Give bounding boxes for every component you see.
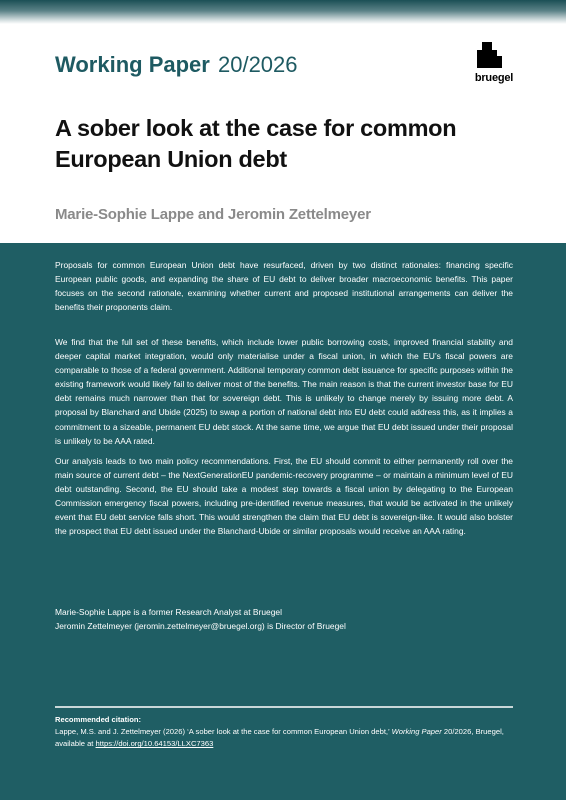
bruegel-logo[interactable] bbox=[474, 42, 514, 92]
abstract-paragraph-2: We find that the full set of these benefits, which include lower public borrowing costs, improved financial stability and deeper capital market integration, would only materialise under a fiscal union, in which the EU’s fiscal powers are comparable to those of a federal government. Additional temporary common debt issuance for specific purposes within the existing framework would likely fail to deliver most of the benefits. The main reason is that the current investor base for EU debt remains much narrower than that for sovereign debt. This is unlikely to change merely by issuing more debt. A proposal by Blanchard and Ubide (2025) to swap a portion of national debt into EU debt could address this, as it implies a commitment to a sizeable, permanent EU debt stock. At the same time, we argue that EU debt issued under their proposal is unlikely to be AAA rated. bbox=[55, 337, 513, 446]
citation-text-start: Lappe, M.S. and J. Zettelmeyer (2026) ‘A sober look at the case for common European Union debt,’ bbox=[55, 727, 392, 737]
recommended-citation bbox=[55, 714, 513, 751]
citation-text bbox=[55, 726, 513, 750]
paper-title-line-2: European Union debt bbox=[55, 146, 287, 172]
citation-series-italic: Working Paper bbox=[391, 727, 442, 737]
citation-text-middle: 20/2026, Bruegel, available at bbox=[55, 727, 504, 749]
citation-label: Recommended citation: bbox=[55, 715, 142, 724]
paper-authors: Marie-Sophie Lappe and Jeromin Zettelmeyer bbox=[55, 206, 371, 223]
citation-divider bbox=[55, 706, 513, 708]
paper-title bbox=[55, 113, 525, 175]
logo-mark-offset-square bbox=[490, 56, 502, 68]
paper-title-line-1: A sober look at the case for common bbox=[55, 115, 457, 141]
author-bio-lappe: Marie-Sophie Lappe is a former Research Analyst at Bruegel bbox=[55, 607, 282, 617]
series-heading bbox=[55, 52, 298, 78]
series-label: Working Paper bbox=[55, 52, 210, 77]
abstract-paragraph-1: Proposals for common European Union debt have resurfaced, driven by two distinct rationales: financing specific European public goods, and expanding the share of EU debt to deliver broader macroeconomic benefits. This paper focuses on the second rationale, examining whether current and proposed institutional arrangements can deliver the benefits their proponents claim. bbox=[55, 260, 513, 313]
abstract-paragraph-3: Our analysis leads to two main policy recommendations. First, the EU should commit to either permanently roll over the main source of current debt – the NextGenerationEU pandemic-recovery programme – or maintain a minimum level of EU debt outstanding. Second, the EU should take a modest step towards a fiscal union by delegating to the European Commission emergency fiscal powers, including pre-identified revenue measures, that would be activated in the unlikely event that EU debt service falls short. This would strengthen the claim that EU debt is sovereign-like. It would also bolster the prospect that EU debt issued under the Blanchard-Ubide or similar proposals would receive an AAA rating. bbox=[55, 456, 513, 537]
author-bios bbox=[55, 605, 346, 633]
cover-header bbox=[0, 0, 566, 243]
logo-wordmark: bruegel bbox=[474, 72, 514, 84]
abstract-panel bbox=[0, 243, 566, 800]
series-number: 20/2026 bbox=[217, 52, 298, 77]
citation-doi-link[interactable]: https://doi.org/10.64153/LLXC7363 bbox=[95, 739, 214, 749]
author-bio-zettelmeyer: Jeromin Zettelmeyer (jeromin.zettelmeyer@bruegel.org) is Director of Bruegel bbox=[55, 621, 346, 632]
